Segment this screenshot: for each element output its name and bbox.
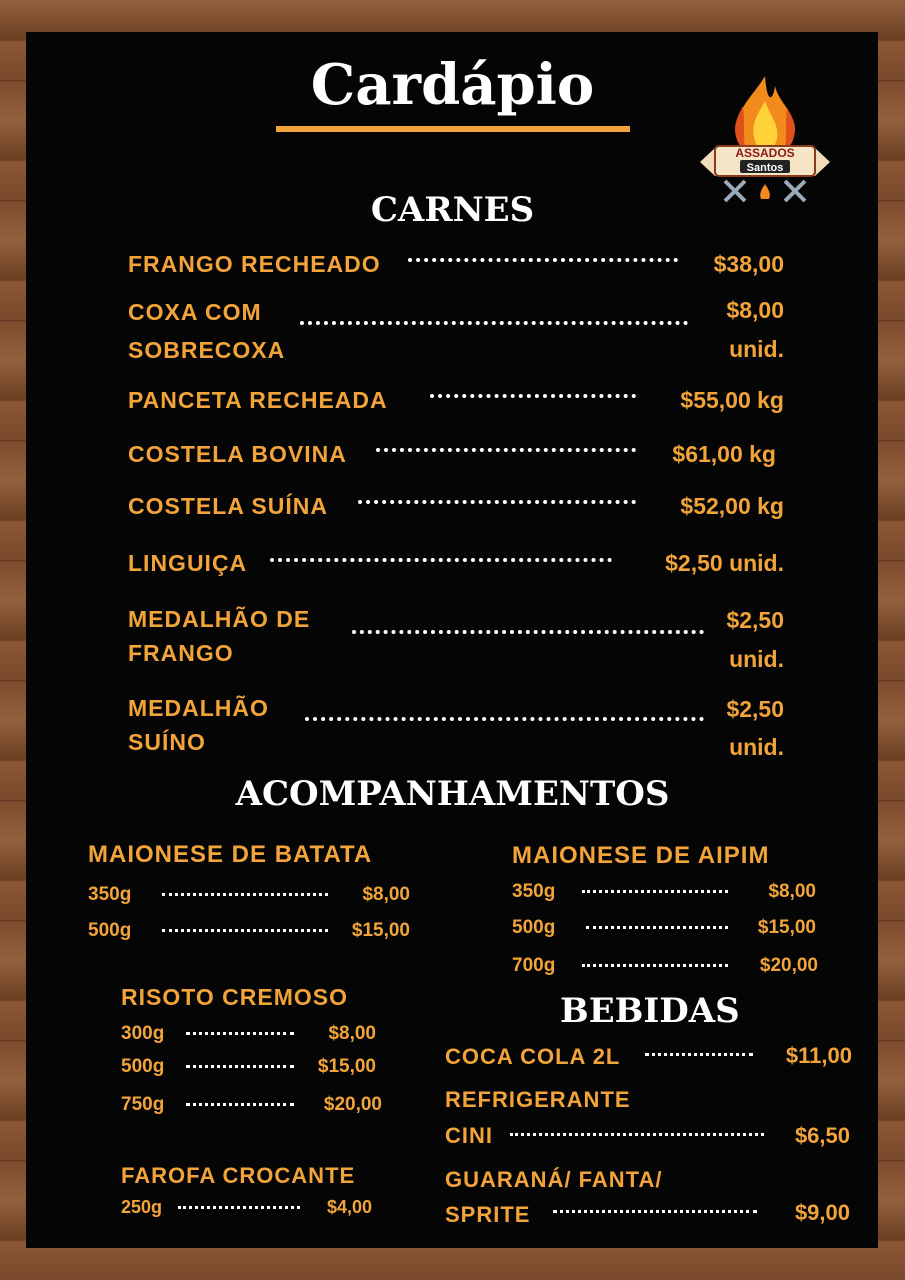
menu-item-name: COSTELA BOVINA bbox=[128, 441, 347, 467]
dot-leader bbox=[582, 964, 728, 967]
size-price: $20,00 bbox=[323, 1094, 382, 1115]
menu-item-name: FRANGO bbox=[128, 640, 234, 666]
flame-logo-icon bbox=[695, 66, 835, 206]
menu-item-price: $52,00 kg bbox=[680, 493, 784, 519]
menu-item-name: CINI bbox=[445, 1123, 493, 1148]
menu-item-name: SUÍNO bbox=[128, 729, 206, 755]
dot-leader bbox=[430, 394, 636, 398]
menu-item-name: REFRIGERANTE bbox=[445, 1087, 631, 1112]
menu-item-unit: unid. bbox=[729, 336, 784, 362]
size-price: $8,00 bbox=[362, 884, 410, 905]
menu-item-name: COSTELA SUÍNA bbox=[128, 493, 328, 519]
size-price: $8,00 bbox=[768, 881, 816, 902]
menu-item-name: FRANGO RECHEADO bbox=[128, 251, 381, 277]
menu-item-name: SPRITE bbox=[445, 1202, 531, 1227]
size-price: $15,00 bbox=[757, 917, 816, 938]
size-price: $15,00 bbox=[351, 920, 410, 941]
menu-item-name: COXA COM bbox=[128, 299, 262, 325]
dot-leader bbox=[376, 448, 636, 452]
title-underline bbox=[276, 126, 630, 132]
size-price: $8,00 bbox=[328, 1023, 376, 1044]
menu-item-price: $55,00 kg bbox=[680, 387, 784, 413]
menu-item-name: MAIONESE DE AIPIM bbox=[512, 842, 770, 869]
menu-item-price: $61,00 kg bbox=[672, 441, 776, 467]
page-title: Cardápio bbox=[310, 52, 595, 118]
section-carnes: CARNES bbox=[370, 190, 535, 230]
size-label: 500g bbox=[121, 1056, 165, 1077]
dot-leader bbox=[352, 630, 704, 634]
menu-item-name: PANCETA RECHEADA bbox=[128, 387, 388, 413]
menu-item-name: FAROFA CROCANTE bbox=[121, 1163, 356, 1188]
menu-item-price: $38,00 bbox=[713, 251, 784, 277]
dot-leader bbox=[305, 717, 704, 721]
menu-item-name: SOBRECOXA bbox=[128, 337, 286, 363]
menu-item-name: MEDALHÃO bbox=[128, 695, 269, 721]
dot-leader bbox=[582, 890, 728, 893]
size-price: $20,00 bbox=[759, 955, 818, 976]
dot-leader bbox=[186, 1065, 294, 1068]
dot-leader bbox=[408, 258, 678, 262]
dot-leader bbox=[553, 1210, 757, 1213]
size-label: 250g bbox=[121, 1197, 163, 1217]
menu-item-name: GUARANÁ/ FANTA/ bbox=[445, 1167, 663, 1192]
size-label: 750g bbox=[121, 1094, 165, 1115]
dot-leader bbox=[358, 500, 636, 504]
svg-text:ASSADOS: ASSADOS bbox=[735, 146, 795, 160]
menu-item-unit: unid. bbox=[729, 734, 784, 760]
section-bebidas: BEBIDAS bbox=[560, 991, 740, 1031]
menu-item-price: $9,00 bbox=[794, 1200, 850, 1225]
dot-leader bbox=[186, 1103, 294, 1106]
menu-item-unit: unid. bbox=[729, 646, 784, 672]
menu-item-price: $2,50 unid. bbox=[665, 550, 784, 576]
svg-text:Santos: Santos bbox=[746, 162, 784, 174]
menu-item-price: $11,00 bbox=[785, 1043, 852, 1068]
size-label: 500g bbox=[88, 920, 132, 941]
menu-item-name: LINGUIÇA bbox=[128, 550, 248, 576]
dot-leader bbox=[162, 893, 328, 896]
menu-item-price: $2,50 bbox=[726, 607, 784, 633]
menu-item-price: $2,50 bbox=[726, 696, 784, 722]
menu-item-name: COCA COLA 2L bbox=[445, 1044, 621, 1069]
dot-leader bbox=[270, 558, 612, 562]
logo bbox=[695, 66, 835, 206]
dot-leader bbox=[178, 1206, 300, 1209]
dot-leader bbox=[186, 1032, 294, 1035]
size-price: $4,00 bbox=[326, 1197, 372, 1217]
size-label: 500g bbox=[512, 917, 556, 938]
dot-leader bbox=[300, 321, 688, 325]
menu-item-name: MAIONESE DE BATATA bbox=[88, 841, 373, 868]
size-price: $15,00 bbox=[317, 1056, 376, 1077]
size-label: 700g bbox=[512, 955, 556, 976]
dot-leader bbox=[162, 929, 328, 932]
menu-item-price: $8,00 bbox=[726, 297, 784, 323]
section-acompanhamentos: ACOMPANHAMENTOS bbox=[235, 774, 670, 814]
menu-item-name: MEDALHÃO DE bbox=[128, 606, 311, 632]
menu-item-price: $6,50 bbox=[794, 1123, 850, 1148]
size-label: 350g bbox=[88, 884, 132, 905]
dot-leader bbox=[510, 1133, 764, 1136]
dot-leader bbox=[586, 926, 728, 929]
size-label: 300g bbox=[121, 1023, 165, 1044]
size-label: 350g bbox=[512, 881, 556, 902]
menu-item-name: RISOTO CREMOSO bbox=[121, 984, 348, 1010]
dot-leader bbox=[645, 1053, 753, 1056]
